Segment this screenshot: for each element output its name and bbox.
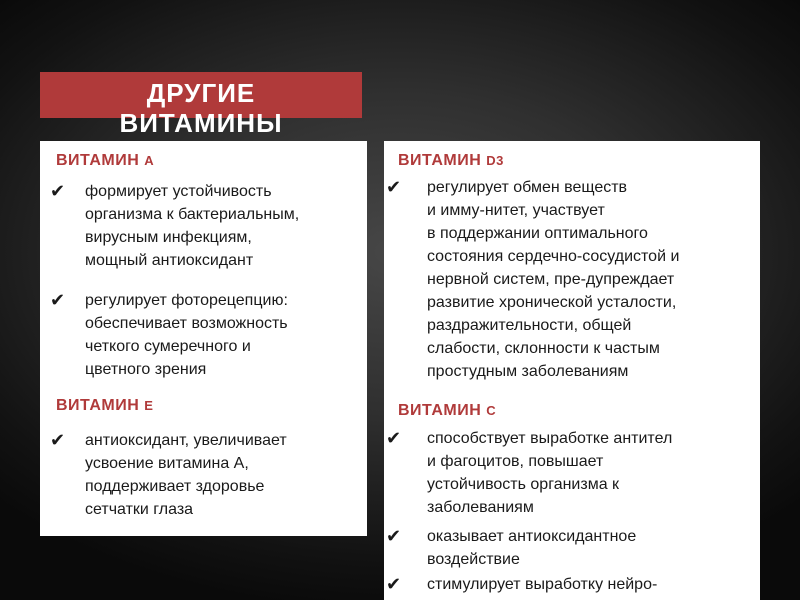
item-line: регулирует фоторецепцию: [85, 292, 288, 309]
item-line: заболеваниям [427, 499, 534, 516]
vitamin-c-item-3 [427, 573, 657, 596]
item-line: состояния сердечно-сосудистой и [427, 248, 680, 265]
vitamin-a-item-1 [85, 180, 299, 272]
item-line: цветного зрения [85, 361, 207, 378]
vitamin-d3-heading [398, 152, 504, 170]
vitamin-e-prefix: ВИТАМИН [56, 397, 145, 414]
item-line: регулирует обмен веществ [427, 179, 628, 196]
item-line: нервной систем, пре-дупреждает [427, 271, 675, 288]
item-line: и имму-нитет, участвует [427, 202, 605, 219]
vitamin-c-heading [398, 402, 496, 420]
item-line: и фагоцитов, повышает [427, 453, 604, 470]
item-line: воздействие [427, 551, 520, 568]
item-line: поддерживает здоровье [85, 478, 265, 495]
item-line: организма к бактериальным, [85, 206, 300, 223]
vitamin-e-item-1 [85, 429, 287, 521]
item-line: развитие хронической усталости, [427, 294, 677, 311]
vitamin-d3-prefix: ВИТАМИН [398, 152, 487, 169]
item-line: формирует устойчивость [85, 183, 272, 200]
item-line: четкого сумеречного и [85, 338, 251, 355]
vitamin-c-prefix: ВИТАМИН [398, 402, 487, 419]
item-line: оказывает антиоксидантное [427, 528, 637, 545]
check-icon: ✔ [50, 430, 66, 450]
vitamin-a-letter: А [144, 153, 155, 168]
title-line-2: ВИТАМИНЫ [119, 108, 283, 138]
item-line: простудным заболеваниям [427, 363, 629, 380]
item-line: устойчивость организма к [427, 476, 620, 493]
item-line: способствует выработке антител [427, 430, 673, 447]
vitamin-d3-item-1 [427, 176, 679, 383]
check-icon: ✔ [50, 290, 66, 310]
item-line: слабости, склонности к частым [427, 340, 660, 357]
left-panel [40, 141, 367, 536]
item-line: вирусным инфекциям, [85, 229, 252, 246]
vitamin-a-prefix: ВИТАМИН [56, 152, 145, 169]
check-icon: ✔ [386, 526, 402, 546]
vitamin-c-letter: С [486, 403, 497, 418]
vitamin-e-letter: Е [144, 398, 154, 413]
item-line: мощный антиоксидант [85, 252, 254, 269]
item-line: стимулирует выработку нейро- [427, 576, 658, 593]
right-panel [384, 141, 760, 600]
title-line-1: ДРУГИЕ [146, 78, 256, 108]
vitamin-a-heading [56, 152, 154, 170]
vitamin-c-item-1 [427, 427, 672, 519]
item-line: сетчатки глаза [85, 501, 194, 518]
check-icon: ✔ [50, 181, 66, 201]
check-icon: ✔ [386, 177, 402, 197]
title-banner [40, 72, 362, 138]
item-line: усвоение витамина А, [85, 455, 249, 472]
vitamin-c-item-2 [427, 525, 636, 571]
item-line: антиоксидант, увеличивает [85, 432, 287, 449]
item-line: раздражительности, общей [427, 317, 632, 334]
check-icon: ✔ [386, 574, 402, 594]
check-icon: ✔ [386, 428, 402, 448]
item-line: обеспечивает возможность [85, 315, 288, 332]
item-line: в поддержании оптимального [427, 225, 648, 242]
vitamin-d3-letter: D3 [486, 153, 504, 168]
vitamin-a-item-2 [85, 289, 288, 381]
vitamin-e-heading [56, 397, 153, 415]
